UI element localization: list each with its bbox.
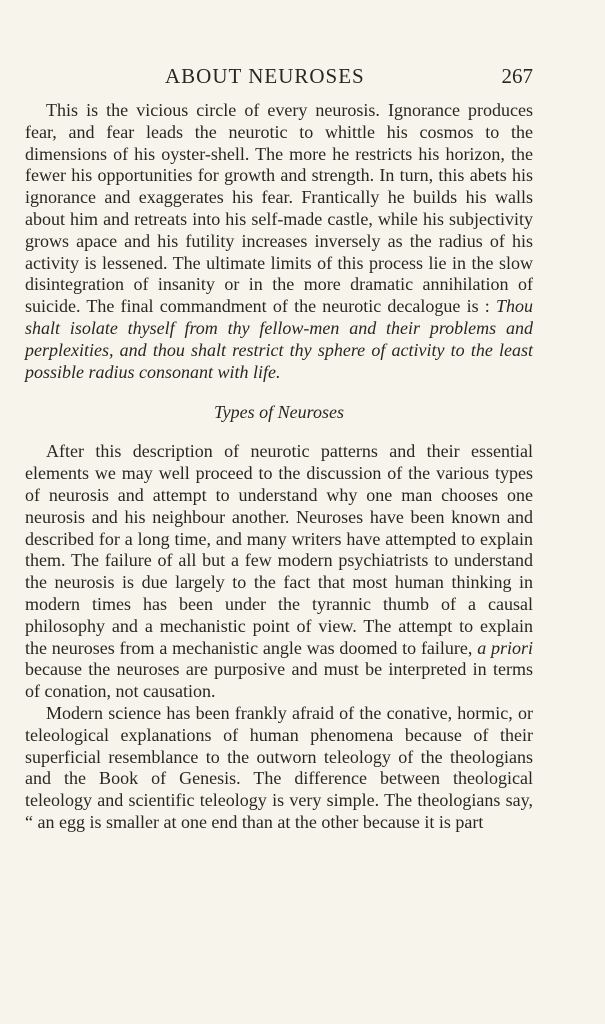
paragraph-teleology-text: Modern science has been frankly afraid of the conative, hormic, or teleological explanations of human phenomena because of their superficial resemblance to the outworn teleology of the theologians and the Book of Genesis. The difference between theological teleology and scientific teleology is very simple. The theologians say, “ an egg is smaller at one end than at the other because it is part — [25, 702, 533, 832]
a-priori-term: a priori — [477, 637, 534, 658]
book-page — [25, 62, 533, 834]
paragraph-teleology — [25, 703, 533, 834]
paragraph-types-text-after: because the neuroses are purposive and must be interpreted in terms of conation, not causation. — [25, 659, 533, 702]
page-number: 267 — [501, 64, 533, 88]
paragraph-types — [25, 441, 533, 703]
paragraph-types-text-before: After this description of neurotic patterns and their essential elements we may well proceed to the discussion of the various types of neurosis and attempt to understand why one man chooses one neurosis and his neighbour another. Neuroses have been known and described for a long time, and many writers have attempted to explain them. The failure of all but a few modern psychiatrists to understand the neurosis is due largely to the fact that most human thinking in modern times has been under the tyrannic thumb of a causal philosophy and a mechanistic point of view. The attempt to explain the neuroses from a mechanistic angle was doomed to failure, — [25, 441, 533, 658]
neurotic-commandment: Thou shalt isolate thyself from thy fellow-men and their problems and perplexities, and thou shalt restrict thy sphere of activity to the least possible radius consonant with life. — [25, 296, 534, 382]
section-heading: Types of Neuroses — [214, 402, 344, 423]
paragraph-vicious-circle — [25, 100, 533, 383]
page-header — [25, 62, 533, 92]
running-title: ABOUT NEUROSES — [165, 64, 365, 88]
paragraph-vicious-circle-text: This is the vicious circle of every neurosis. Ignorance produces fear, and fear leads the neurotic to whittle his cosmos to the dimensions of his oyster-shell. The more he restricts his horizon, the fewer his opportunities for growth and strength. In turn, this abets his ignorance and exaggerates his fear. Frantically he builds his walls about him and retreats into his self-made castle, while his subjectivity grows apace and his futility increases inversely as the radius of his activity is lessened. The ultimate limits of this process lie in the slow disintegration of insanity or in the more dramatic annihilation of suicide. The final commandment of the neurotic decalogue is : — [25, 100, 533, 317]
